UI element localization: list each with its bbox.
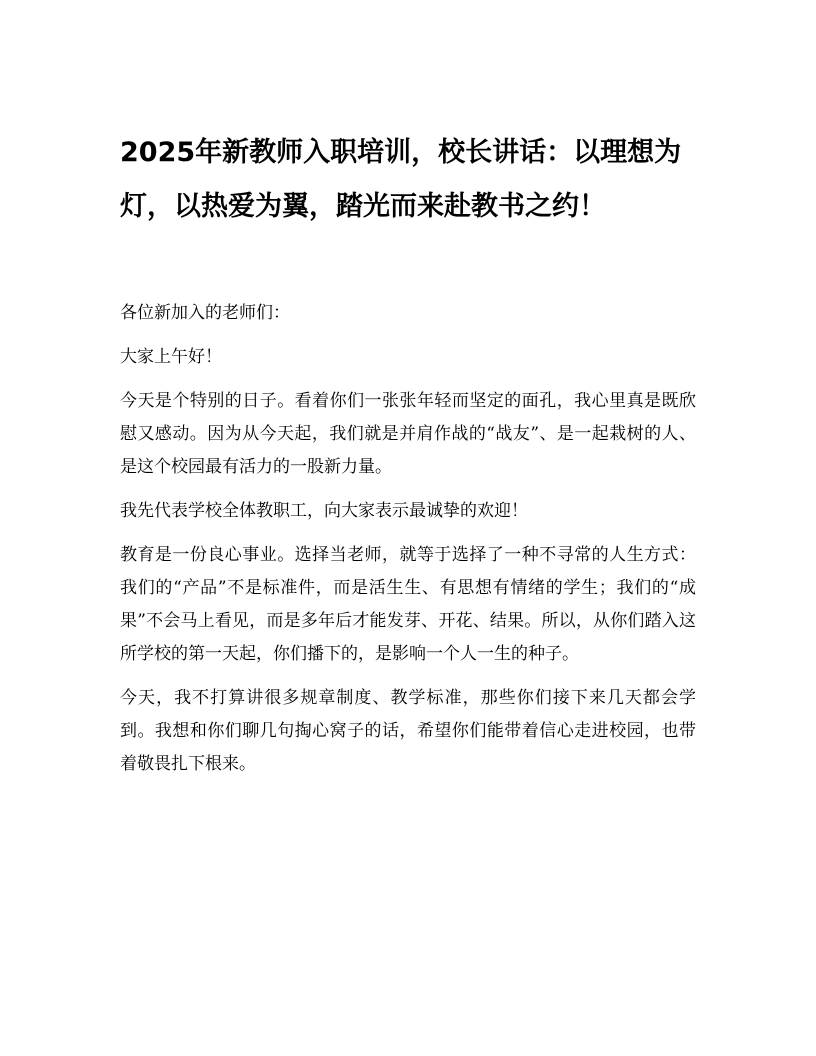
document-body <box>120 297 696 792</box>
document-title: 2025年新教师入职培训，校长讲话：以理想为灯，以热爱为翼，踏光而来赴教书之约！ <box>120 137 682 222</box>
body-paragraph: 今天是个特别的日子。看着你们一张张年轻而坚定的面孔，我心里真是既欣慰又感动。因为从今天起，我们就是并肩作战的“战友”、是一起栽树的人、是这个校园最有活力的一股新力量。 <box>120 391 696 477</box>
salutation: 各位新加入的老师们： <box>120 303 290 323</box>
body-paragraph: 教育是一份良心事业。选择当老师，就等于选择了一种不寻常的人生方式：我们的“产品”不是标准件，而是活生生、有思想有情绪的学生；我们的“成果”不会马上看见，而是多年后才能发芽、开花、结果。所以，从你们踏入这所学校的第一天起，你们播下的，是影响一个人一生的种子。 <box>120 545 696 664</box>
greeting: 大家上午好！ <box>120 347 222 367</box>
body-paragraph: 今天，我不打算讲很多规章制度、教学标准，那些你们接下来几天都会学到。我想和你们聊几句掏心窝子的话，希望你们能带着信心走进校园，也带着敬畏扎下根来。 <box>120 688 696 774</box>
body-paragraph: 我先代表学校全体教职工，向大家表示最诚挚的欢迎！ <box>120 501 528 521</box>
